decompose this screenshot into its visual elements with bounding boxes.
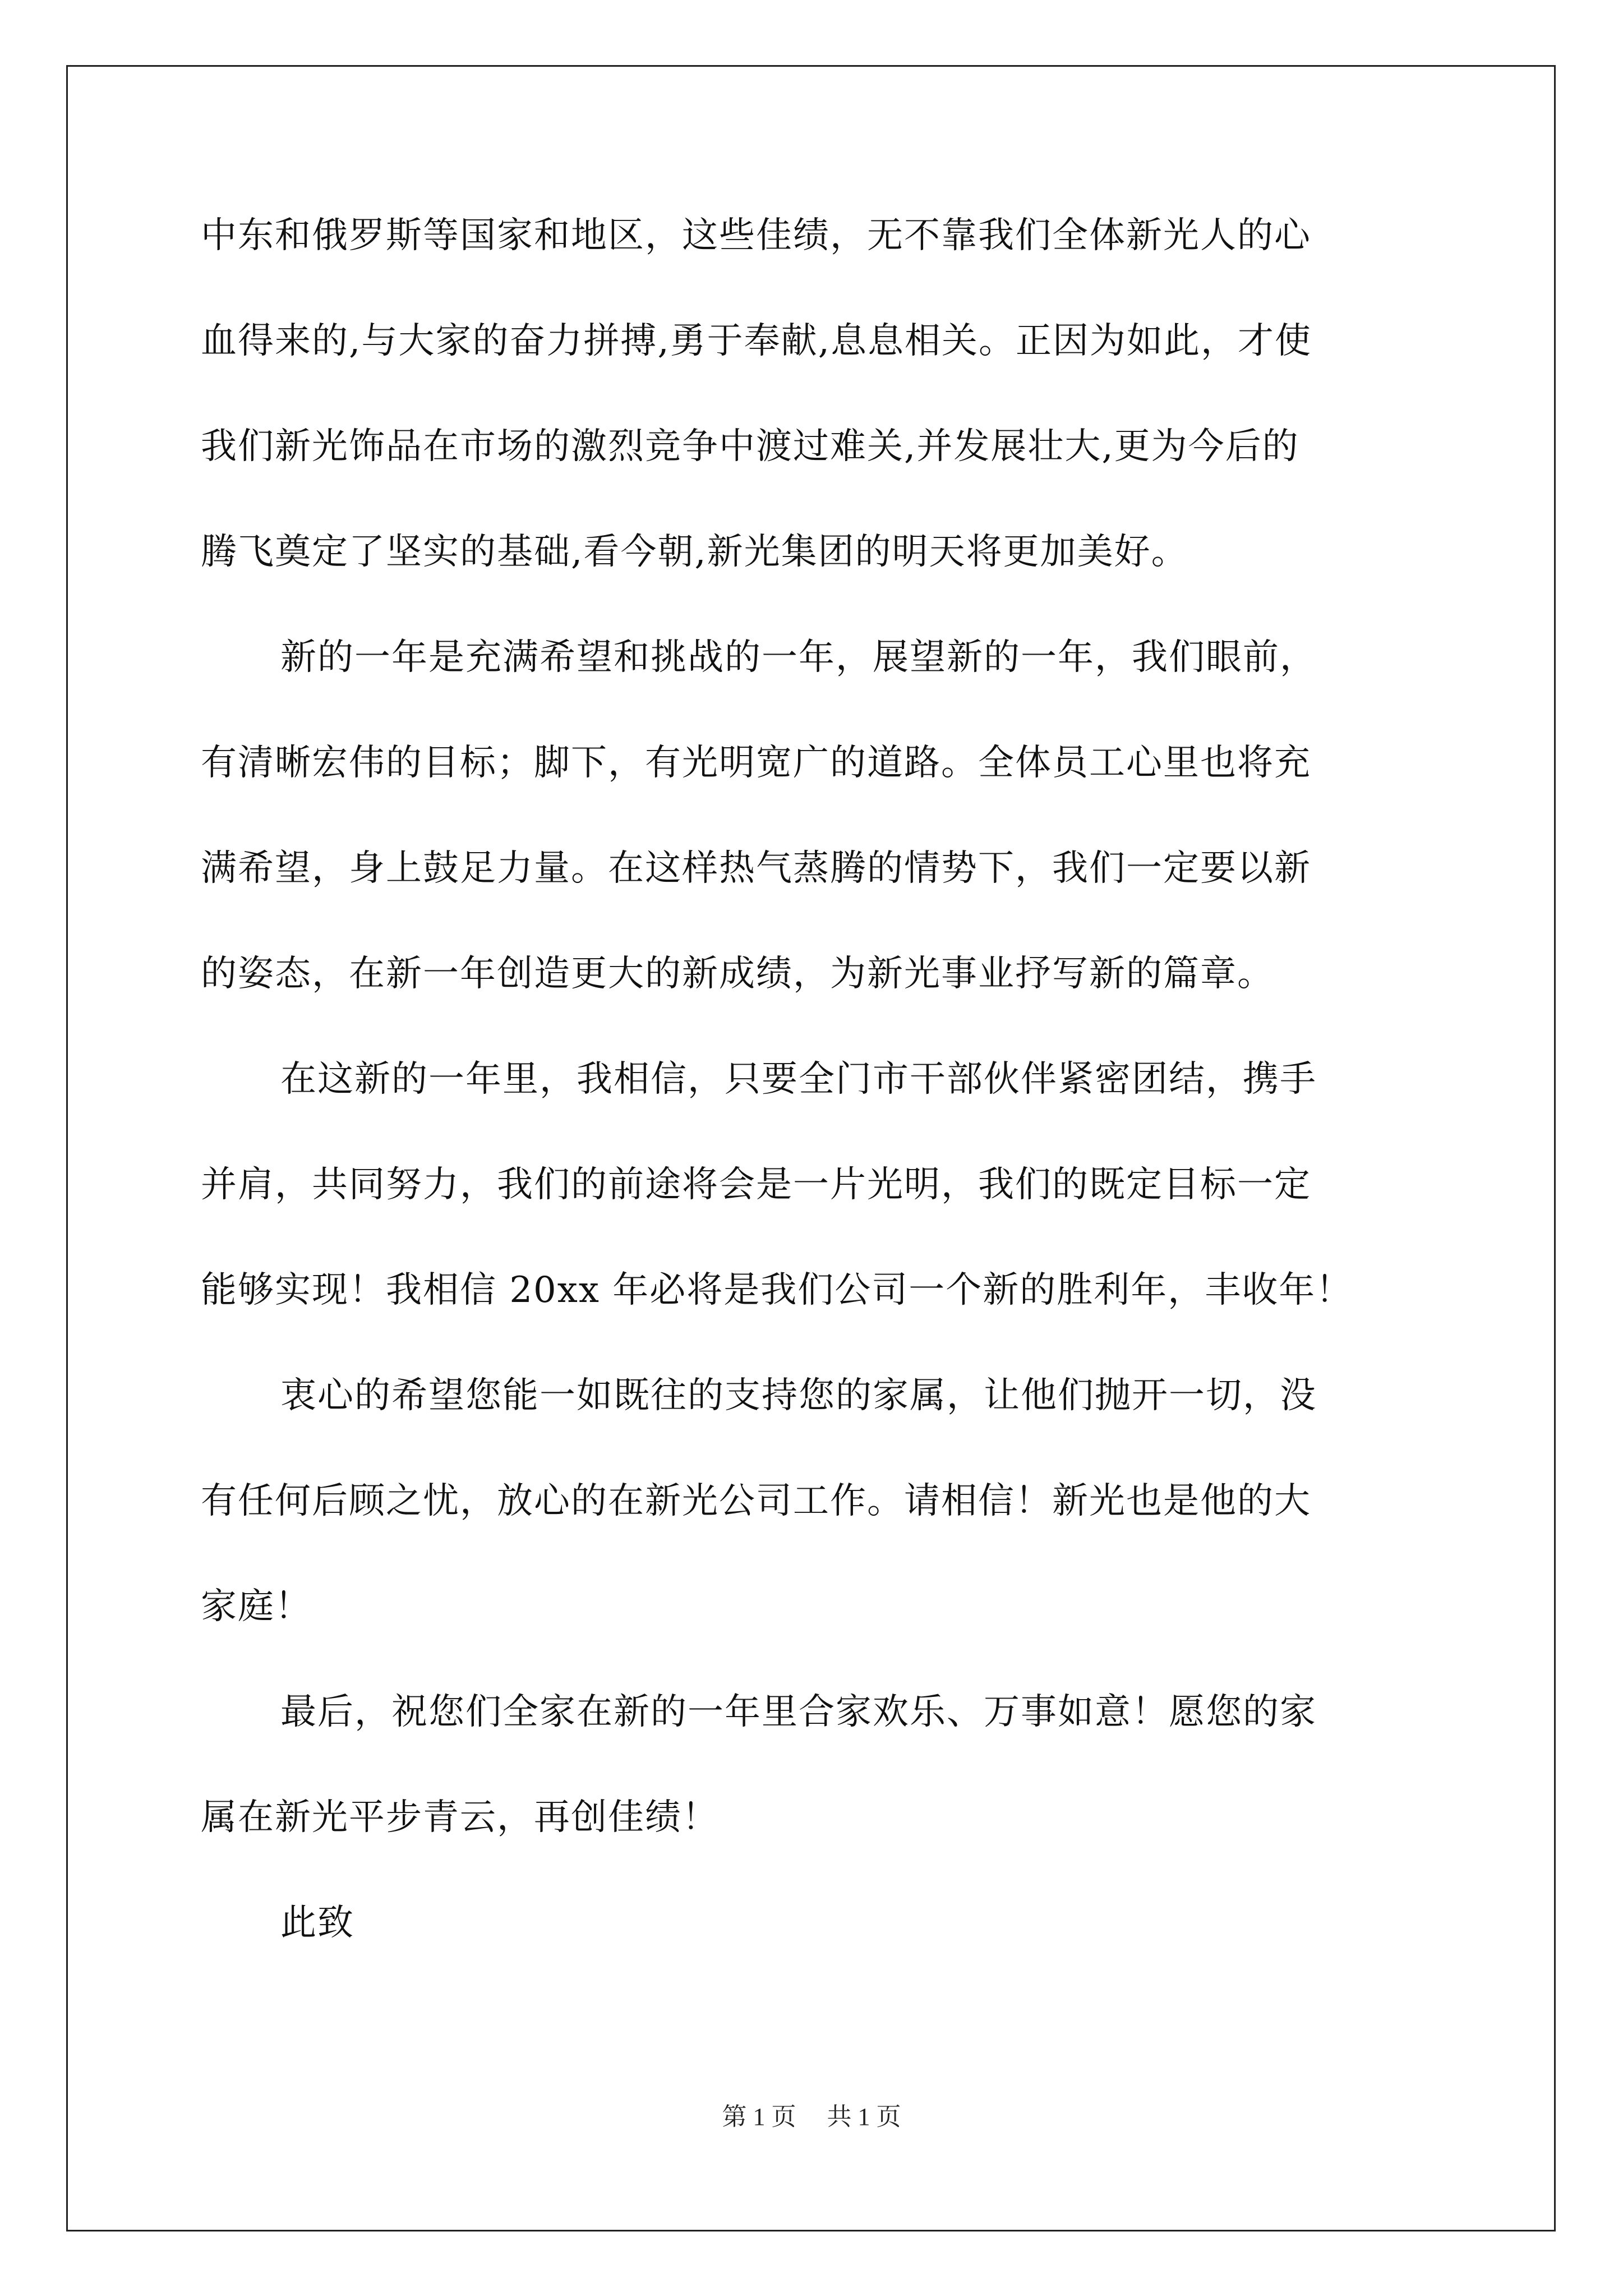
text-line: 家庭！ bbox=[201, 1586, 312, 1627]
text-line: 衷心的希望您能一如既往的支持您的家属，让他们抛开一切，没 bbox=[280, 1375, 1317, 1416]
text-line: 有清晰宏伟的目标；脚下，有光明宽广的道路。全体员工心里也将充 bbox=[201, 742, 1311, 784]
page-total: 共 1 页 bbox=[827, 2103, 901, 2131]
text-line: 在这新的一年里，我相信，只要全门市干部伙伴紧密团结，携手 bbox=[280, 1059, 1317, 1100]
text-line: 我们新光饰品在市场的激烈竞争中渡过难关,并发展壮大,更为今后的 bbox=[201, 426, 1299, 467]
text-line: 属在新光平步青云，再创佳绩！ bbox=[201, 1797, 719, 1838]
text-line: 中东和俄罗斯等国家和地区，这些佳绩，无不靠我们全体新光人的心 bbox=[201, 215, 1311, 256]
text-line: 新的一年是充满希望和挑战的一年，展望新的一年，我们眼前， bbox=[280, 637, 1317, 678]
text-line: 能够实现！我相信 20xx 年必将是我们公司一个新的胜利年，丰收年！ bbox=[201, 1269, 1353, 1311]
text-line: 腾飞奠定了坚实的基础,看今朝,新光集团的明天将更加美好。 bbox=[201, 531, 1188, 573]
text-line: 并肩，共同努力，我们的前途将会是一片光明，我们的既定目标一定 bbox=[201, 1164, 1311, 1205]
page-footer bbox=[0, 2105, 1623, 2129]
closing-line: 此致 bbox=[280, 1902, 354, 1944]
page-number: 第 1 页 bbox=[722, 2103, 796, 2131]
text-line: 有任何后顾之忧，放心的在新光公司工作。请相信！新光也是他的大 bbox=[201, 1480, 1311, 1522]
text-line: 血得来的,与大家的奋力拼搏,勇于奉献,息息相关。正因为如此，才使 bbox=[201, 320, 1312, 362]
text-line: 最后，祝您们全家在新的一年里合家欢乐、万事如意！愿您的家 bbox=[280, 1691, 1317, 1733]
text-line: 的姿态，在新一年创造更大的新成绩，为新光事业抒写新的篇章。 bbox=[201, 953, 1274, 995]
text-line: 满希望，身上鼓足力量。在这样热气蒸腾的情势下，我们一定要以新 bbox=[201, 848, 1311, 889]
